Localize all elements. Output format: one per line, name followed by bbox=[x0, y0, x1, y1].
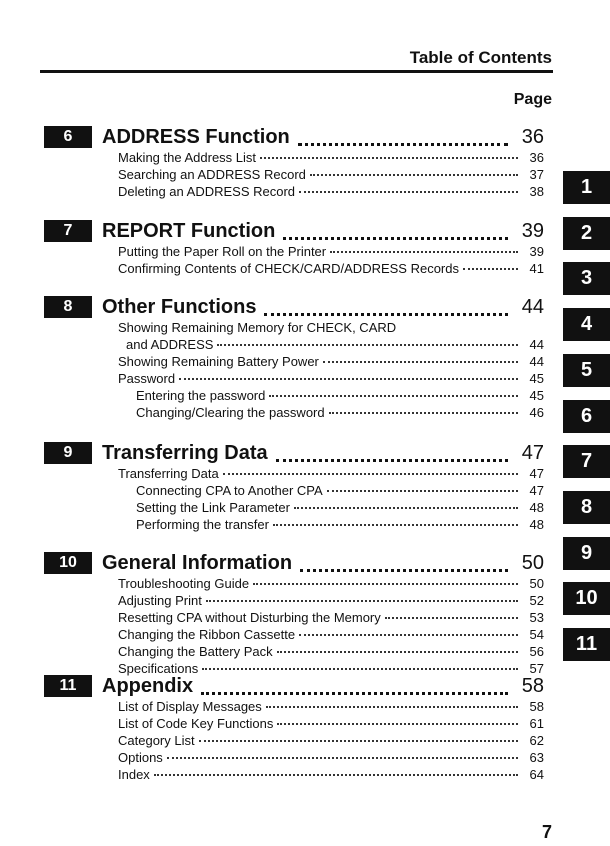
entry-title: Password bbox=[118, 371, 176, 386]
toc-entry[interactable] bbox=[118, 767, 544, 784]
entry-title: Putting the Paper Roll on the Printer bbox=[118, 244, 327, 259]
section-heading[interactable] bbox=[44, 294, 544, 320]
entry-title: Specifications bbox=[118, 661, 199, 676]
entry-page-number: 53 bbox=[529, 610, 544, 625]
entry-page-number: 47 bbox=[529, 483, 544, 498]
section-title: Other Functions bbox=[102, 295, 257, 318]
entry-page-number: 61 bbox=[529, 716, 544, 731]
dot-leader bbox=[277, 723, 518, 725]
entry-page-number: 52 bbox=[529, 593, 544, 608]
chapter-tab[interactable]: 2 bbox=[563, 217, 610, 250]
section-heading[interactable] bbox=[44, 550, 544, 576]
dot-leader bbox=[283, 223, 508, 240]
entry-title: Connecting CPA to Another CPA bbox=[136, 483, 323, 498]
entry-page-number: 44 bbox=[529, 354, 544, 369]
entry-title: Deleting an ADDRESS Record bbox=[118, 184, 296, 199]
toc-entry[interactable] bbox=[118, 500, 544, 517]
entry-title: Index bbox=[118, 767, 150, 782]
section-entries bbox=[118, 320, 544, 422]
dot-leader bbox=[269, 395, 518, 397]
entry-page-number: 62 bbox=[529, 733, 544, 748]
entry-page-number: 37 bbox=[529, 167, 544, 182]
toc-entry[interactable] bbox=[118, 576, 544, 593]
entry-title: Options bbox=[118, 750, 163, 765]
section-title: General Information bbox=[102, 551, 293, 574]
dot-leader bbox=[273, 524, 518, 526]
entry-title: List of Display Messages bbox=[118, 699, 262, 714]
toc-section bbox=[44, 673, 544, 784]
entry-title: Searching an ADDRESS Record bbox=[118, 167, 306, 182]
section-title: Appendix bbox=[102, 674, 194, 697]
dot-leader bbox=[253, 583, 518, 585]
dot-leader bbox=[264, 299, 508, 316]
entry-title: Showing Remaining Memory for CHECK, CARD bbox=[118, 320, 397, 335]
dot-leader bbox=[323, 361, 518, 363]
section-heading[interactable] bbox=[44, 440, 544, 466]
dot-leader bbox=[310, 174, 518, 176]
section-number-badge: 9 bbox=[44, 442, 92, 464]
section-entries bbox=[118, 466, 544, 534]
section-heading[interactable] bbox=[44, 218, 544, 244]
dot-leader bbox=[266, 706, 518, 708]
entry-page-number: 47 bbox=[529, 466, 544, 481]
toc-entry[interactable] bbox=[118, 483, 544, 500]
section-entries bbox=[118, 244, 544, 278]
entry-page-number: 56 bbox=[529, 644, 544, 659]
dot-leader bbox=[206, 600, 518, 602]
section-title: REPORT Function bbox=[102, 219, 276, 242]
section-page-number: 50 bbox=[521, 551, 544, 574]
toc-entry[interactable] bbox=[118, 167, 544, 184]
entry-page-number: 48 bbox=[529, 500, 544, 515]
chapter-tab[interactable]: 11 bbox=[563, 628, 610, 661]
dot-leader bbox=[463, 268, 518, 270]
dot-leader bbox=[167, 757, 518, 759]
toc-section bbox=[44, 218, 544, 278]
toc-section bbox=[44, 124, 544, 201]
toc-entry[interactable] bbox=[118, 150, 544, 167]
chapter-tab[interactable]: 1 bbox=[563, 171, 610, 204]
toc-entry[interactable] bbox=[118, 244, 544, 261]
dot-leader bbox=[154, 774, 518, 776]
toc-section bbox=[44, 550, 544, 678]
toc-entry[interactable] bbox=[118, 644, 544, 661]
entry-title: and ADDRESS bbox=[126, 337, 214, 352]
page-number: 7 bbox=[541, 822, 552, 842]
chapter-tab[interactable]: 8 bbox=[563, 491, 610, 524]
entry-title: Adjusting Print bbox=[118, 593, 202, 608]
chapter-tab[interactable]: 4 bbox=[563, 308, 610, 341]
entry-page-number: 64 bbox=[529, 767, 544, 782]
section-number-badge: 7 bbox=[44, 220, 92, 242]
toc-entry[interactable] bbox=[118, 405, 544, 422]
section-title: ADDRESS Function bbox=[102, 125, 290, 148]
entry-title: Resetting CPA without Disturbing the Memory bbox=[118, 610, 381, 625]
entry-title: Setting the Link Parameter bbox=[136, 500, 290, 515]
dot-leader bbox=[298, 129, 508, 146]
toc-entry[interactable] bbox=[118, 699, 544, 716]
entry-page-number: 36 bbox=[529, 150, 544, 165]
dot-leader bbox=[217, 344, 518, 346]
entry-page-number: 41 bbox=[529, 261, 544, 276]
toc-entry[interactable] bbox=[118, 388, 544, 405]
entry-page-number: 45 bbox=[529, 371, 544, 386]
entry-page-number: 45 bbox=[529, 388, 544, 403]
entry-title: Performing the transfer bbox=[136, 517, 269, 532]
section-page-number: 36 bbox=[521, 125, 544, 148]
entry-title: Changing the Battery Pack bbox=[118, 644, 273, 659]
chapter-tab[interactable]: 10 bbox=[563, 582, 610, 615]
toc-section bbox=[44, 440, 544, 534]
dot-leader bbox=[260, 157, 518, 159]
entry-title: Changing the Ribbon Cassette bbox=[118, 627, 296, 642]
dot-leader bbox=[202, 668, 518, 670]
chapter-tab[interactable]: 3 bbox=[563, 262, 610, 295]
entry-page-number: 57 bbox=[529, 661, 544, 676]
chapter-tab[interactable]: 5 bbox=[563, 354, 610, 387]
dot-leader bbox=[201, 678, 508, 695]
section-heading[interactable] bbox=[44, 124, 544, 150]
section-page-number: 47 bbox=[521, 441, 544, 464]
dot-leader bbox=[294, 507, 518, 509]
toc-entry[interactable] bbox=[118, 733, 544, 750]
dot-leader bbox=[179, 378, 518, 380]
section-number-badge: 8 bbox=[44, 296, 92, 318]
dot-leader bbox=[330, 251, 518, 253]
dot-leader bbox=[223, 473, 518, 475]
dot-leader bbox=[277, 651, 518, 653]
entry-title: Confirming Contents of CHECK/CARD/ADDRESS Records bbox=[118, 261, 459, 276]
section-entries bbox=[118, 699, 544, 784]
dot-leader bbox=[299, 191, 518, 193]
entry-title: Category List bbox=[118, 733, 195, 748]
entry-title: Changing/Clearing the password bbox=[136, 405, 325, 420]
section-page-number: 44 bbox=[521, 295, 544, 318]
toc-entry[interactable] bbox=[118, 610, 544, 627]
entry-page-number: 39 bbox=[529, 244, 544, 259]
section-number-badge: 10 bbox=[44, 552, 92, 574]
dot-leader bbox=[327, 490, 518, 492]
entry-page-number: 46 bbox=[529, 405, 544, 420]
toc-entry[interactable] bbox=[118, 320, 544, 337]
chapter-tab[interactable]: 7 bbox=[563, 445, 610, 478]
dot-leader bbox=[300, 555, 508, 572]
section-page-number: 39 bbox=[521, 219, 544, 242]
section-number-badge: 6 bbox=[44, 126, 92, 148]
toc-entry[interactable] bbox=[118, 184, 544, 201]
entry-page-number: 54 bbox=[529, 627, 544, 642]
entry-page-number: 44 bbox=[529, 337, 544, 352]
entry-page-number: 48 bbox=[529, 517, 544, 532]
toc-entry[interactable] bbox=[118, 371, 544, 388]
entry-title: List of Code Key Functions bbox=[118, 716, 274, 731]
section-page-number: 58 bbox=[521, 674, 544, 697]
toc-entry[interactable] bbox=[118, 517, 544, 534]
entry-page-number: 63 bbox=[529, 750, 544, 765]
entry-title: Making the Address List bbox=[118, 150, 257, 165]
toc-entry[interactable] bbox=[118, 750, 544, 767]
entry-title: Entering the password bbox=[136, 388, 266, 403]
entry-title: Troubleshooting Guide bbox=[118, 576, 250, 591]
toc-entry[interactable] bbox=[118, 466, 544, 483]
dot-leader bbox=[299, 634, 518, 636]
entry-title: Showing Remaining Battery Power bbox=[118, 354, 319, 369]
toc-entry[interactable] bbox=[118, 261, 544, 278]
entry-page-number: 58 bbox=[529, 699, 544, 714]
entry-page-number: 50 bbox=[529, 576, 544, 591]
dot-leader bbox=[329, 412, 518, 414]
dot-leader bbox=[276, 445, 508, 462]
page-header-title: Table of Contents bbox=[409, 48, 552, 67]
dot-leader bbox=[199, 740, 518, 742]
section-entries bbox=[118, 576, 544, 678]
entry-title: Transferring Data bbox=[118, 466, 219, 481]
section-entries bbox=[118, 150, 544, 201]
header-rule bbox=[40, 70, 553, 73]
chapter-tab[interactable]: 9 bbox=[563, 537, 610, 570]
toc-entry[interactable] bbox=[118, 337, 544, 354]
page-column-label: Page bbox=[513, 91, 552, 108]
entry-page-number: 38 bbox=[529, 184, 544, 199]
section-heading[interactable] bbox=[44, 673, 544, 699]
section-number-badge: 11 bbox=[44, 675, 92, 697]
toc-entry[interactable] bbox=[118, 627, 544, 644]
toc-entry[interactable] bbox=[118, 593, 544, 610]
toc-section bbox=[44, 294, 544, 422]
section-title: Transferring Data bbox=[102, 441, 268, 464]
toc-entry[interactable] bbox=[118, 354, 544, 371]
dot-leader bbox=[385, 617, 518, 619]
chapter-tab[interactable]: 6 bbox=[563, 400, 610, 433]
toc-entry[interactable] bbox=[118, 716, 544, 733]
